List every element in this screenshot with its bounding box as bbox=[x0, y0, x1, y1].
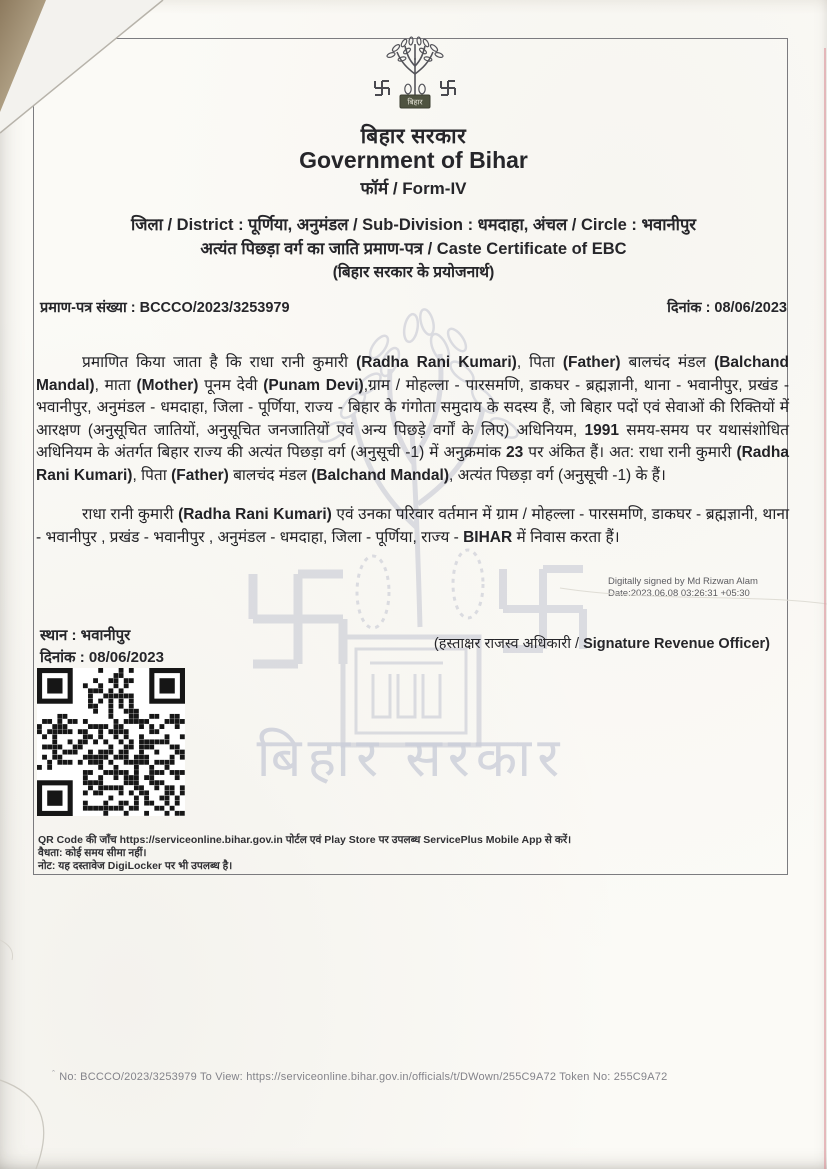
digital-signature-line-1: Digitally signed by Md Rizwan Alam bbox=[608, 576, 758, 587]
bihar-emblem-icon bbox=[367, 36, 463, 116]
swastika-right-icon bbox=[441, 81, 455, 95]
qr-note-line-2: वैधता: कोई समय सीमा नहीं। bbox=[38, 846, 147, 859]
qr-verification-notes bbox=[38, 834, 778, 873]
form-number-line: फॉर्म / Form-IV bbox=[360, 179, 467, 198]
digital-signature-line-2: Date:2023.06.08 03:26:31 +05:30 bbox=[608, 588, 750, 599]
page-title-hindi: बिहार सरकार bbox=[360, 125, 467, 148]
digital-signature-text bbox=[608, 576, 758, 600]
scan-edge-line bbox=[824, 48, 826, 1169]
swastika-left-icon bbox=[375, 81, 389, 95]
issue-date: दिनांक : 08/06/2023 bbox=[667, 300, 787, 316]
purpose-line: (बिहार सरकार के प्रयोजनार्थ) bbox=[332, 264, 495, 281]
footer-tick-mark: ˆ bbox=[52, 1069, 56, 1079]
signature-officer-line: (हस्ताक्षर राजस्व अधिकारी / Signature Revenue Officer) bbox=[433, 636, 770, 652]
certificate-body-paragraph-1: प्रमाणित किया जाता है कि राधा रानी कुमारी (Radha Rani Kumari), पिता (Father) बालचंद मंडल (Balchand Mandal), माता (Mother) पूनम देवी (Punam Devi),ग्राम / मोहल्ला - पारसमणि, डाकघर - ब्रह्मज्ञानी, थाना - भवानीपुर, प्रखंड - भवानीपुर, अनुमंडल - धमदाहा, जिला - पूर्णिया, राज्य - बिहार के गंगोता समुदाय के सदस्य हैं, जो बिहार पदों एवं सेवाओं की रिक्तियों में आरक्षण (अनुसूचित जातियों, अनुसूचित जनजातियों एवं अन्य पिछड़े वर्गों के लिए) अधिनियम, 1991 समय-समय पर यथासंशोधित अधिनियम के अंतर्गत बिहार राज्य की अत्यंत पिछड़ा वर्ग (अनुसूची -1) में अनुक्रमांक 23 पर अंकित हैं। अत: राधा रानी कुमारी (Radha Rani Kumari), पिता (Father) बालचंद मंडल (Balchand Mandal), अत्यंत पिछड़ा वर्ग (अनुसूची -1) के हैं। bbox=[36, 354, 789, 484]
qr-note-line-1: QR Code की जाँच https://serviceonline.bihar.gov.in पोर्टल एवं Play Store पर उपलब्ध ServicePlus Mobile App से करें। bbox=[38, 834, 572, 846]
place-line: स्थान : भवानीपुर bbox=[40, 627, 131, 644]
footer-reference-text: No: BCCCO/2023/3253979 To View: https://serviceonline.bihar.gov.in/officials/t/DWown/255C9A72 Token No: 255C9A72 bbox=[59, 1071, 668, 1083]
watermark-text: बिहार सरकार bbox=[256, 728, 566, 788]
qr-note-line-3: नोट: यह दस्तावेज DigiLocker पर भी उपलब्ध है। bbox=[38, 859, 233, 872]
certificate-body-paragraph-2: राधा रानी कुमारी (Radha Rani Kumari) एवं उनका परिवार वर्तमान में ग्राम / मोहल्ला - पारसमणि, डाकघर - ब्रह्मज्ञानी, थाना - भवानीपुर , प्रखंड - भवानीपुर , अनुमंडल - धमदाहा, जिला - पूर्णिया, राज्य - BIHAR में निवास करता हैं। bbox=[36, 506, 789, 546]
certificate-title: अत्यंत पिछड़ा वर्ग का जाति प्रमाण-पत्र / Caste Certificate of EBC bbox=[200, 240, 627, 258]
footer-reference bbox=[52, 1071, 667, 1083]
certificate-number: प्रमाण-पत्र संख्या : BCCCO/2023/3253979 bbox=[40, 300, 290, 316]
emblem-plaque-text: बिहार bbox=[407, 97, 423, 107]
district-subdivision-circle-line: जिला / District : पूर्णिया, अनुमंडल / Sub-Division : धमदाहा, अंचल / Circle : भवानीपुर bbox=[130, 216, 697, 234]
signature-date-line: दिनांक : 08/06/2023 bbox=[40, 649, 164, 666]
certificate-meta-row bbox=[40, 297, 787, 317]
qr-code bbox=[37, 668, 185, 816]
page-title-english: Government of Bihar bbox=[299, 147, 528, 173]
